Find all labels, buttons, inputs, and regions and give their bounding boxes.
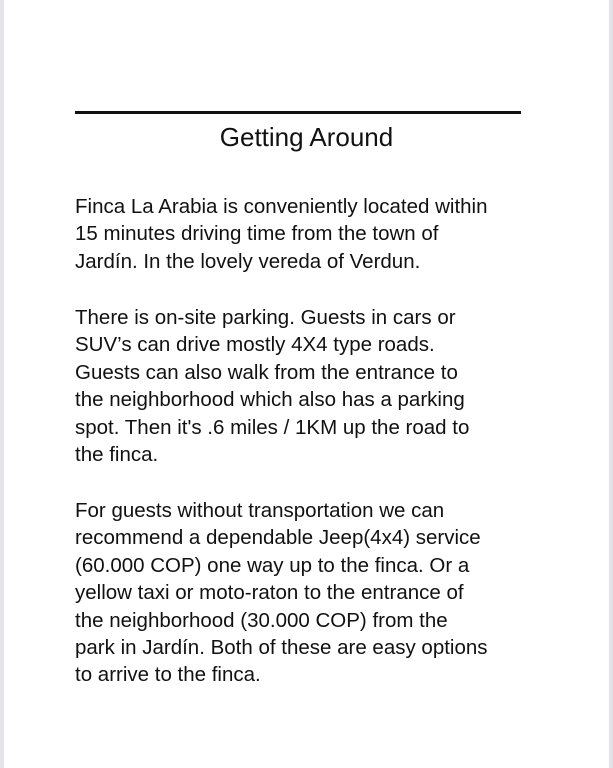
text-line: Guests can also walk from the entrance to	[75, 360, 458, 384]
paragraph-location	[75, 193, 555, 275]
text-line: the neighborhood which also has a parking	[75, 388, 465, 412]
document-page	[4, 0, 609, 768]
text-line: park in Jardín. Both of these are easy options	[75, 636, 488, 660]
text-line: SUV’s can drive mostly 4X4 type roads.	[75, 333, 435, 357]
text-line: the finca.	[75, 443, 159, 467]
paragraph-parking	[75, 304, 555, 468]
paragraph-transportation	[75, 497, 555, 689]
page-title: Getting Around	[219, 122, 394, 152]
text-line: (60.000 COP) one way up to the finca. Or a	[75, 553, 470, 577]
text-line: There is on-site parking. Guests in cars or	[75, 306, 456, 329]
text-line: For guests without transportation we can	[75, 499, 445, 522]
text-line: Finca La Arabia is conveniently located within	[75, 195, 488, 218]
text-line: Jardín. In the lovely vereda of Verdun.	[75, 249, 421, 273]
text-line: the neighborhood (30.000 COP) from the	[75, 608, 448, 632]
text-line: to arrive to the finca.	[75, 663, 261, 687]
text-line: recommend a dependable Jeep(4x4) service	[75, 526, 481, 550]
horizontal-rule	[75, 111, 521, 114]
text-line: yellow taxi or moto-raton to the entrance of	[75, 581, 464, 605]
text-line: 15 minutes driving time from the town of	[75, 222, 439, 246]
text-line: spot. Then it's .6 miles / 1KM up the road to	[75, 415, 470, 439]
